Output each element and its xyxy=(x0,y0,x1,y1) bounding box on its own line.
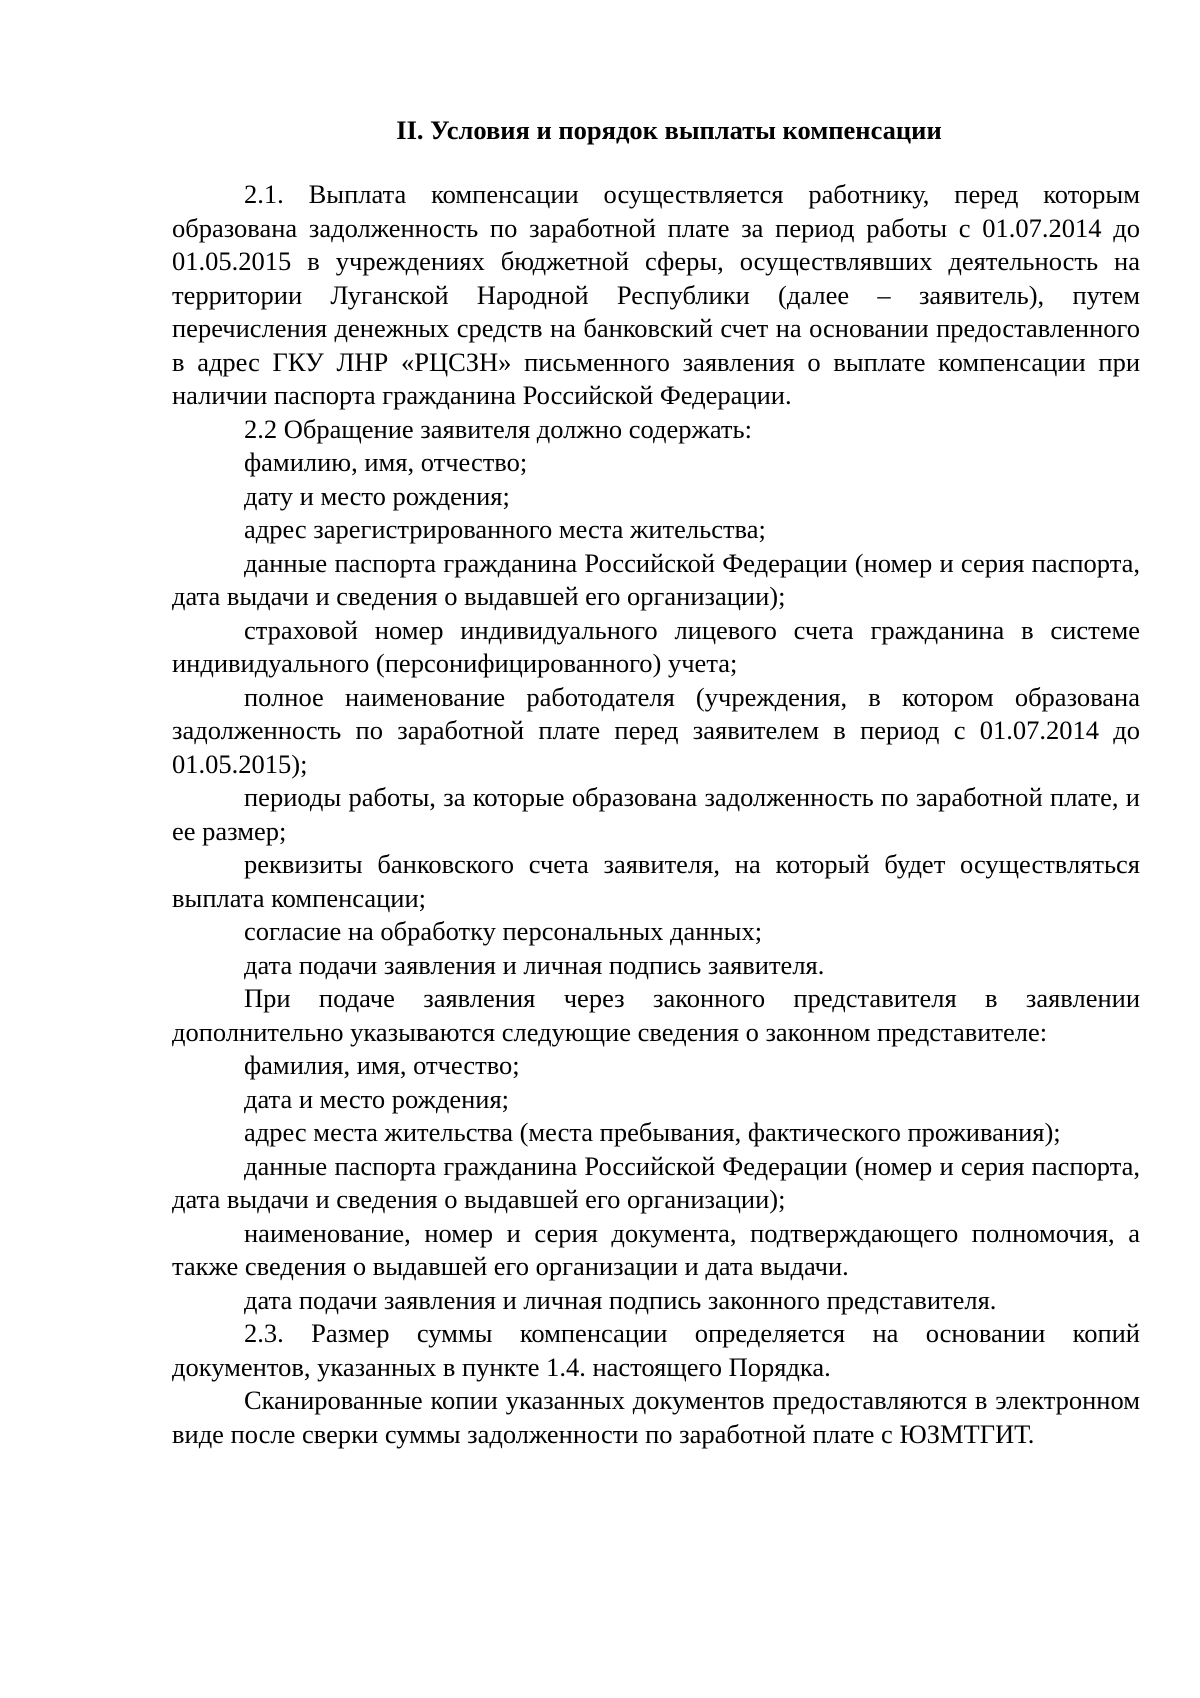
list-item: дата подачи заявления и личная подпись законного представителя. xyxy=(244,1284,997,1315)
list-item: дата подачи заявления и личная подпись заявителя. xyxy=(244,949,825,980)
list-item: данные паспорта гражданина Российской Федерации (номер и серия паспорта, дата выдачи и сведения о выдавшей его организации); xyxy=(172,1150,1140,1214)
list-item: страховой номер индивидуального лицевого счета гражданина в системе индивидуального (персонифицированного) учета; xyxy=(172,614,1140,678)
list-item: дата и место рождения; xyxy=(244,1083,510,1114)
list-item: данные паспорта гражданина Российской Федерации (номер и серия паспорта, дата выдачи и сведения о выдавшей его организации); xyxy=(172,547,1140,611)
list-item: фамилия, имя, отчество; xyxy=(244,1050,520,1080)
list-item: адрес места жительства (места пребывания, фактического проживания); xyxy=(244,1117,1061,1147)
paragraph-representative: При подаче заявления через законного представителя в заявлении дополнительно указываются следующие сведения о законном представителе: xyxy=(172,983,1140,1047)
list-item: дату и место рождения; xyxy=(244,480,510,511)
list-item: полное наименование работодателя (учреждения, в котором образована задолженность по заработной плате перед заявителем в период с 01.07.2014 до 01.05.2015); xyxy=(172,681,1140,779)
list-item: адрес зарегистрированного места жительства; xyxy=(244,514,766,544)
paragraph-2-3: 2.3. Размер суммы компенсации определяется на основании копий документов, указанных в пункте 1.4. настоящего Порядка. xyxy=(172,1318,1140,1382)
paragraph-2-1: 2.1. Выплата компенсации осуществляется работнику, перед которым образована задолженность по заработной плате за период работы с 01.07.2014 до 01.05.2015 в учреждениях бюджетной сферы, осуществлявших деятельность на территории Луганской Народной Республики (далее – заявитель), путем перечисления денежных средств на банковский счет на основании предоставленного в адрес ГКУ ЛНР «РЦСЗН» письменного заявления о выплате компенсации при наличии паспорта гражданина Российской Федерации. xyxy=(172,179,1140,410)
paragraph-2-2: 2.2 Обращение заявителя должно содержать: xyxy=(244,413,752,444)
list-item: периоды работы, за которые образована задолженность по заработной плате, и ее размер; xyxy=(172,782,1140,846)
list-item: фамилию, имя, отчество; xyxy=(244,447,528,477)
list-item: реквизиты банковского счета заявителя, на который будет осуществляться выплата компенсации; xyxy=(172,849,1140,913)
paragraph-scanned-copies: Сканированные копии указанных документов предоставляются в электронном виде после сверки суммы задолженности по заработной плате с ЮЗМТГИТ. xyxy=(172,1385,1140,1449)
document-page xyxy=(172,112,1140,1451)
section-heading: II. Условия и порядок выплаты компенсации xyxy=(396,115,942,145)
list-item: согласие на обработку персональных данных; xyxy=(244,916,763,946)
list-item: наименование, номер и серия документа, подтверждающего полномочия, а также сведения о выдавшей его организации и дата выдачи. xyxy=(172,1217,1140,1281)
